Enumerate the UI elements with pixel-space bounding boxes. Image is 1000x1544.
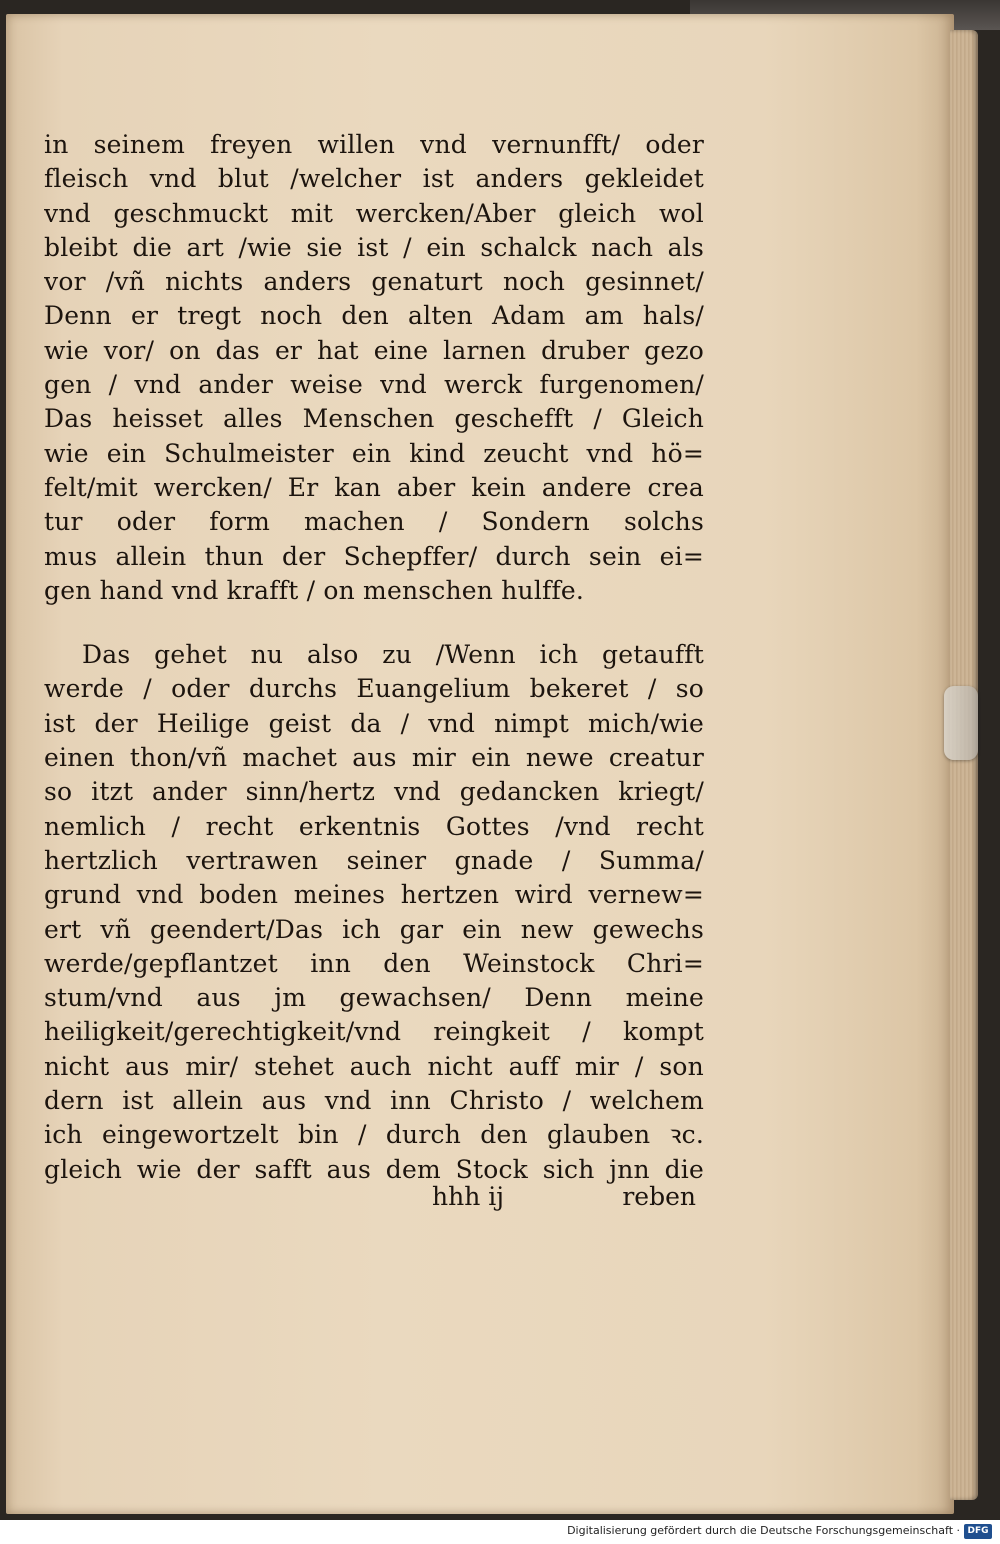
- text-line: grund vnd boden meines hertzen wird vernew=: [44, 880, 704, 910]
- text-line: ist der Heilige geist da / vnd nimpt mich/wie: [44, 708, 704, 738]
- text-line: gen hand vnd krafft / on menschen hulffe.: [44, 575, 585, 605]
- text-line: Denn er tregt noch den alten Adam am hals/: [44, 301, 704, 331]
- text-line: wie ein Schulmeister ein kind zeucht vnd hö=: [44, 438, 704, 468]
- text-line: gen / vnd ander weise vnd werck furgenomen/: [44, 370, 704, 400]
- text-line: vor /vñ nichts anders genaturt noch gesinnet/: [44, 267, 704, 297]
- text-line: so itzt ander sinn/hertz vnd gedancken kriegt/: [44, 777, 704, 807]
- signature-mark: hhh ij: [432, 1182, 504, 1211]
- text-line: dern ist allein aus vnd inn Christo / welchem: [44, 1086, 704, 1116]
- text-line: ert vñ geendert/Das ich gar ein new gewechs: [44, 914, 704, 944]
- text-line: vnd geschmuckt mit wercken/Aber gleich wol: [44, 198, 704, 228]
- text-line: felt/mit wercken/ Er kan aber kein andere crea: [44, 472, 704, 502]
- text-line: gleich wie der safft aus dem Stock sich jnn die: [44, 1154, 704, 1184]
- paragraph-1: [44, 128, 704, 608]
- text-line: ich eingewortzelt bin / durch den glauben ꝛc.: [44, 1120, 704, 1150]
- page-edges: [950, 30, 978, 1500]
- page-text: [44, 128, 704, 1187]
- text-line: nicht aus mir/ stehet auch nicht auff mir / son: [44, 1051, 704, 1081]
- text-line: werde/gepflantzet inn den Weinstock Chri=: [44, 948, 704, 978]
- page-footer-line: [44, 1180, 696, 1214]
- digitization-footer: [0, 1520, 1000, 1544]
- paragraph-gap: [44, 608, 704, 638]
- text-line: werde / oder durchs Euangelium bekeret / so: [44, 674, 704, 704]
- page-clip: [944, 686, 978, 760]
- text-line: stum/vnd aus jm gewachsen/ Denn meine: [44, 983, 704, 1013]
- text-line: Das gehet nu also zu /Wenn ich getaufft: [82, 640, 704, 670]
- catchword: reben: [622, 1182, 696, 1211]
- text-line: bleibt die art /wie sie ist / ein schalck nach als: [44, 232, 704, 262]
- text-line: fleisch vnd blut /welcher ist anders gekleidet: [44, 164, 704, 194]
- text-line: wie vor/ on das er hat eine larnen druber gezo: [44, 335, 704, 365]
- text-line: tur oder form machen / Sondern solchs: [44, 507, 704, 537]
- text-line: mus allein thun der Schepffer/ durch sein ei=: [44, 541, 704, 571]
- text-line: Das heisset alles Menschen geschefft / Gleich: [44, 404, 704, 434]
- text-line: heiligkeit/gerechtigkeit/vnd reingkeit / kompt: [44, 1017, 704, 1047]
- text-line: einen thon/vñ machet aus mir ein newe creatur: [44, 743, 704, 773]
- text-line: in seinem freyen willen vnd vernunfft/ oder: [44, 130, 704, 159]
- funding-notice: Digitalisierung gefördert durch die Deutsche Forschungsgemeinschaft ·: [567, 1524, 960, 1537]
- text-line: nemlich / recht erkentnis Gottes /vnd recht: [44, 811, 704, 841]
- dfg-logo: DFG: [964, 1524, 992, 1539]
- text-line: hertzlich vertrawen seiner gnade / Summa/: [44, 845, 704, 875]
- paragraph-2: [44, 638, 704, 1187]
